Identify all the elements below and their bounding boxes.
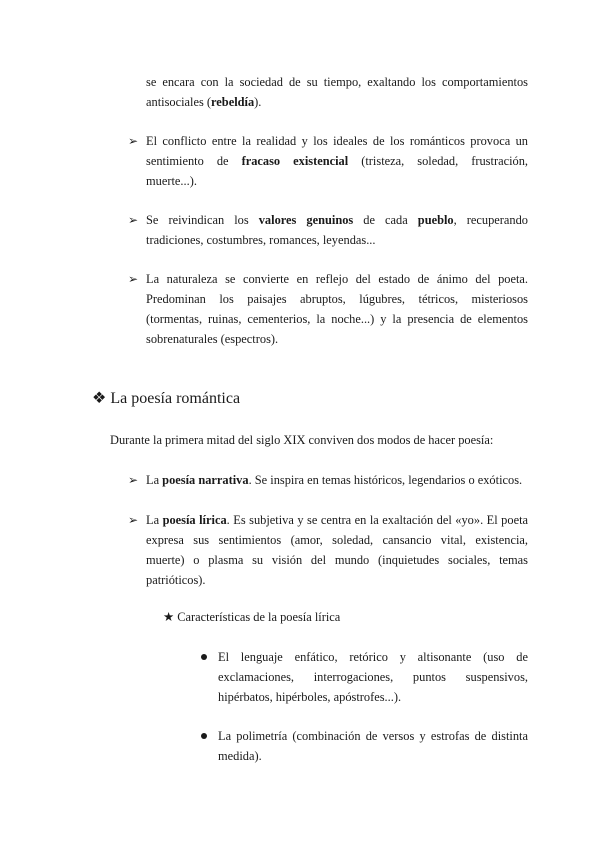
bold-term: poesía lírica	[162, 513, 227, 527]
arrow-bullet-icon: ➢	[128, 513, 139, 527]
bold-term: poesía narrativa	[162, 473, 249, 487]
text-line: muerte) o plasma su visión del mundo (inquietudes sociales, temas	[146, 553, 528, 567]
characteristic-lenguaje	[218, 647, 528, 707]
text-line: Se reivindican los valores genuinos de cada pueblo, recuperando	[146, 213, 528, 227]
text-line: El lenguaje enfático, retórico y altisonante (uso de	[218, 650, 528, 664]
bold-term: pueblo	[417, 213, 454, 227]
characteristic-polimetria	[218, 726, 528, 766]
text-line: hipérbatos, hipérboles, apóstrofes...).	[218, 690, 402, 704]
continuation-paragraph	[146, 72, 528, 112]
section-intro: Durante la primera mitad del siglo XIX conviven dos modos de hacer poesía:	[110, 433, 494, 447]
poetry-type-lirica	[146, 510, 528, 590]
arrow-item-naturaleza	[146, 269, 528, 349]
text-line: sobrenaturales (espectros).	[146, 332, 279, 346]
text-line: Predominan los paisajes abruptos, lúgubres, tétricos, misteriosos	[146, 292, 528, 306]
text-line: exclamaciones, interrogaciones, puntos suspensivos,	[218, 670, 528, 684]
text-line: sentimiento de fracaso existencial (tristeza, soledad, frustración,	[146, 154, 528, 168]
arrow-bullet-icon: ➢	[128, 272, 139, 286]
text-line: muerte...).	[146, 174, 197, 188]
arrow-item-valores	[146, 210, 528, 250]
text-line: (tormentas, ruinas, cementerios, la noche...) y la presencia de elementos	[146, 312, 528, 326]
arrow-bullet-icon: ➢	[128, 473, 139, 487]
text-line: El conflicto entre la realidad y los ideales de los románticos provoca un	[146, 134, 528, 148]
subsection-title: Características de la poesía lírica	[177, 610, 341, 624]
dot-bullet-icon	[201, 733, 207, 739]
text-line: La polimetría (combinación de versos y estrofas de distinta	[218, 729, 528, 743]
section-heading	[92, 389, 240, 409]
text-line: antisociales (rebeldía).	[146, 95, 262, 109]
arrow-bullet-icon: ➢	[128, 213, 139, 227]
text-line: tradiciones, costumbres, romances, leyendas...	[146, 233, 376, 247]
text-line: expresa sus sentimientos (amor, soledad, cansancio vital, existencia,	[146, 533, 528, 547]
text-line: patrióticos).	[146, 573, 206, 587]
text-line: se encara con la sociedad de su tiempo, exaltando los comportamientos	[146, 75, 528, 89]
text-line: medida).	[218, 749, 262, 763]
subsection-heading	[163, 607, 340, 627]
poetry-type-narrativa	[146, 470, 528, 490]
text-line: La naturaleza se convierte en reflejo del estado de ánimo del poeta.	[146, 272, 528, 286]
star-icon: ★	[163, 610, 175, 624]
bold-term: valores genuinos	[258, 213, 354, 227]
section-title: La poesía romántica	[110, 390, 241, 407]
text-line: La poesía narrativa. Se inspira en temas históricos, legendarios o exóticos.	[146, 473, 523, 487]
bold-term: fracaso existencial	[241, 154, 349, 168]
bold-term: rebeldía	[211, 95, 255, 109]
diamond-icon: ❖	[92, 390, 107, 407]
arrow-bullet-icon: ➢	[128, 134, 139, 148]
dot-bullet-icon	[201, 654, 207, 660]
arrow-item-fracaso	[146, 131, 528, 191]
text-line: La poesía lírica. Es subjetiva y se centra en la exaltación del «yo». El poeta	[146, 513, 529, 527]
